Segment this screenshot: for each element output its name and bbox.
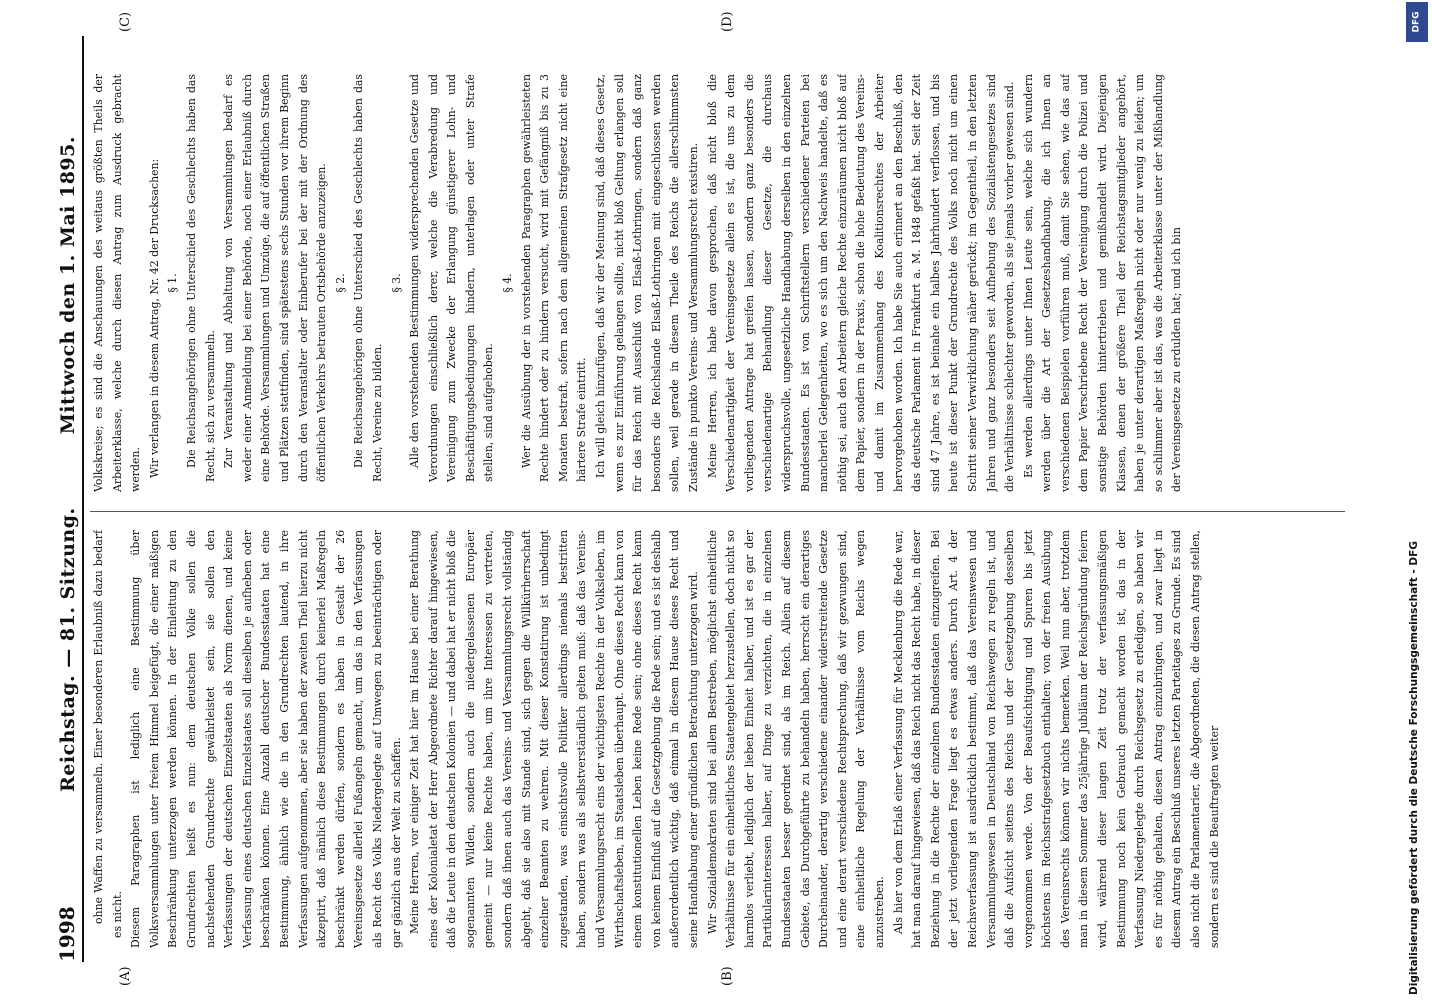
paragraph: Diesem Paragraphen ist lediglich eine Bestimmung über Volksversammlungen unter freiem Himmel beigefügt, die einer mäßigen Beschränkung unterzogen werden können. In der Einleitung zu den Grundrechten heißt es nun: dem deutschen Volke sollen die nachstehenden Grundrechte gewährleistet sein, sie sollen den Verfassungen der deutschen Einzelstaaten als Norm dienen, und keine Verfassung eines deutschen Einzelstaates soll dieselben je aufheben oder beschränken können. Eine Anzahl deutscher Bundesstaaten hat eine Bestimmung, ähnlich wie die in den Grundrechten lautend, in ihre Verfassungen aufgenommen, aber sie haben der zweiten Theil hierzu nicht akzeptirt, daß nämlich diese Bestimmungen durch keinerlei Maßregeln beschränkt werden dürfen, sondern es haben in Gestalt der 26 Vereinsgesetze allerlei Fußangeln gemacht, um das in den Verfassungen als Recht des Volks Niedergelegte auf Umwegen zu beeinträchtigen oder gar gänzlich aus der Welt zu schaffen.: [129, 530, 403, 948]
margin-mark-c: (C): [118, 11, 133, 32]
dfg-logo: [1406, 2, 1428, 42]
digitization-credit: Digitalisierung gefördert durch die Deutsche Forschungsgemeinschaft - DFG: [1408, 541, 1420, 995]
paragraph: Meine Herren, ich habe davon gesprochen, daß nicht bloß die Verschiedenartigkeit der Vereinsgesetze allein es ist, die uns zu dem vorliegenden Antrage hat greifen lassen, sondern ganz besonders die verschiedenartige Behandlung dieser Gesetze, die durchaus widerspruchsvolle, ungesetzliche Handhabung derselben in den einzelnen Bundesstaaten. Es ist von Schriftstellern verschiedener Parteien bei mancherlei Gelegenheiten, wo es sich um den Nachweis handelte, daß es nöthig sei, auch den Arbeitern gleiche Rechte einzuräumen nicht bloß auf dem Papier, sondern in der Praxis, schon die hohe Bedeutung des Vereins- und damit im Zusammenhang des Koalitionsrechtes der Arbeiter hervorgehoben worden. Ich habe Sie auch erinnert an den Beschluß, den das deutsche Parlament in Frankfurt a. M. 1848 gefaßt hat. Seit der Zeit sind 47 Jahre, es ist beinahe ein halbes Jahrhundert verflossen, und bis heute ist dieser Punkt der Grundrechte des Volks noch nicht um einen Schritt seiner Verwirklichung näher gerückt; im Gegentheil, in den letzten Jahren und ganz besonders seit Aufhebung des Sozialistengesetzes sind die Verhältnisse schlechter geworden, als sie jemals vorher gewesen sind.: [705, 74, 1017, 492]
paragraph: Volkskreise; es sind die Anschauungen des weitaus größten Theils der Arbeiterklasse, welche durch diesen Antrag zum Ausdruck gebracht werden.: [92, 74, 143, 492]
statute-paragraph: Alle den vorstehenden Bestimmungen widersprechenden Gesetze und Verordnungen einschließlich derer, welche die Verabredung und Vereinigung zum Zwecke der Erlangung günstigerer Lohn- und Beschäftigungsbedingungen hindern, unterlagen oder unter Strafe stellen, sind aufgehoben.: [408, 74, 496, 482]
page-number: 1998: [55, 906, 79, 962]
paragraph: Ich will gleich hinzufügen, daß wir der Meinung sind, daß dieses Gesetz, wenn es zur Einführung gelangen sollte, nicht bloß Geltung erlangen soll für das Reich mit Ausschluß von Elsaß-Lothringen, sondern daß ganz besonders die Reichslande Elsaß-Lothringen mit eingeschlossen werden sollen, weil gerade in diesem Theile des Reichs die allerschlimmsten Zustände in punkto Vereins- und Versammlungsrecht existiren.: [594, 74, 700, 492]
section-heading: § 2.: [333, 273, 347, 293]
margin-mark-d: (D): [720, 11, 735, 32]
paragraph: Es werden allerdings unter Ihnen Leute sein, welche sich wundern werden über die Art der Gesetzeshandhabung, die ich Ihnen an verschiedenen Beispielen vorführen muß, damit Sie sehen, wie das auf dem Papier Verschriebene Recht der Vereinigung durch die Polizei und sonstige Behörden hintertrieben und gemißhandelt wird. Diejenigen Klassen, denen der größere Theil der Reichstagsmitglieder angehört, haben je unter derartigen Maßregeln nicht oder nur wenig zu leiden; um so schlimmer aber ist das, was die Arbeiterklasse unter der Mißhandlung der Vereinsgesetze zu erdulden hat; und ich bin: [1021, 74, 1184, 492]
session-title: Reichstag. — 81. Sitzung.: [57, 507, 79, 792]
margin-mark-a: (A): [118, 966, 133, 986]
paragraph: ohne Waffen zu versammeln. Einer besonderen Erlaubniß dazu bedarf es nicht.: [92, 530, 124, 938]
paragraph: Meine Herren, vor einiger Zeit hat hier im Hause bei einer Berathung eines der Kolonialetat der Herr Abgeordnete Richter darauf hingewiesen, daß die Leute in den deutschen Kolonien — und dabei hat er nicht bloß die sogenannten Wilden, sondern auch die niedergelassenen Europäer gemeint — nur keine Rechte haben, um ihre Interessen zu vertreten, sondern daß ihnen auch das Vereins- und Versammlungsrecht vollständig abgeht, daß sie also mit Stande sind, sich gegen die Willkürherrschaft einzelner Beamten zu wehren. Mit dieser Konstatirung ist unbedingt zugestanden, was einsichtsvolle Politiker allerdings niemals bestritten haben, sondern was als selbstverständlich gelten muß: daß das Vereins- und Versammlungsrecht eins der wichtigsten Rechte in der Volksleben, im Wirthschaftsleben, im Staatsleben überhaupt. Ohne dieses Recht kann von einem konstitutionellen Leben keine Rede sein; ohne dieses Recht kann von keinem Einfluß auf die Gesetzgebung die Rede sein; und es ist deshalb außerordentlich wichtig, daß einmal in diesem Hause dieses Recht und seine Handhabung einer gründlichen Betrachtung unterzogen wird.: [408, 530, 700, 948]
section-heading: § 1.: [166, 273, 180, 293]
dfg-logo-text: DFG: [1411, 11, 1422, 33]
session-date: Mittwoch den 1. Mai 1895.: [57, 136, 79, 435]
left-column: [90, 530, 1345, 948]
paragraph: Wir Sozialdemokraten sind bei allem Bestreben, möglichst einheitliche Verhältnisse für ein einheitliches Staatengebiet herzustellen, doch nicht so harmlos verliebt, lediglich der lieben Einheit halber, und ist es gar der Partikularinteressen halber, auf Dinge zu verzichten, die in einzelnen Bundesstaaten besser geordnet sind, als im Reich. Allein auf diesem Gebiete, das Durchgeführte zu behandeln haben, herrscht ein derartiges Durcheinander, derartig verschiedene einander widerstreitende Gesetze und eine derart verschiedene Rechtsprechung, daß wir gezwungen sind, eine einheitliche Regelung der Verhältnisse vom Reichs wegen anzustreben.: [705, 530, 886, 948]
margin-mark-b: (B): [720, 966, 735, 986]
page-header: [52, 36, 84, 962]
right-column: [90, 74, 1345, 492]
statute-paragraph: Die Reichsangehörigen ohne Unterschied des Geschlechts haben das Recht, Vereine zu bilden.: [352, 74, 384, 482]
section-heading: § 4.: [501, 273, 515, 293]
section-heading: § 3.: [389, 273, 403, 293]
paragraph: Wir verlangen in diesem Antrag, Nr. 42 der Drucksachen:: [147, 158, 161, 478]
statute-paragraph: Wer die Ausübung der in vorstehenden Paragraphen gewährleisteten Rechte hindert oder zu hindern versucht, wird mit Gefängniß bis zu 3 Monaten bestraft, sofern nach dem allgemeinen Strafgesetz nicht eine härtere Strafe eintritt.: [519, 74, 589, 482]
column-divider: [90, 511, 1345, 512]
paragraph: Als hier von dem Erlaß einer Verfassung für Mecklenburg die Rede war, hat man darauf hingewiesen, daß das Reich nicht das Recht habe, in dieser Beziehung in die Rechte der einzelnen Bundesstaaten einzugreifen. Bei der jetzt vorliegenden Frage liegt es etwas anders. Durch Art. 4 der Reichsverfassung ist ausdrücklich bestimmt, daß das Vereinswesen und Versammlungswesen in Deutschland von Reichswegen zu regeln ist, und daß die Aufsicht seitens des Reichs und der Gesetzgebung desselben vorgenommen werde. Von der Beaufsichtigung und Spuren bis jetzt höchstens im Reichsstrafgesetzbuch enthalten; von der freien Ausübung des Vereinsrechts können wir nichts bemerken. Weil nun aber, trotzdem man in diesem Sommer das 25jährige Jubiläum der Reichsgründung feiern wird, während dieser langen Zeit trotz der verfassungsmäßigen Bestimmung noch kein Gebrauch gemacht worden ist, das in der Verfassung Niedergelegte durch Reichsgesetz zu erledigen, so haben wir es für nöthig gehalten, diesen Antrag einzubringen, und zwar liegt in diesem Antrag ein Beschluß unseres letzten Parteitages zu Grunde. Es sind also nicht die Parlamentarier, die Abgeordneten, die diesen Antrag stellen, sondern es sind die Beauftragten weiter: [891, 530, 1221, 948]
statute-paragraph: Zur Veranstaltung und Abhaltung von Versammlungen bedarf es weder einer Anmeldung bei einer Behörde, noch einer Erlaubniß durch eine Behörde. Versammlungen und Umzüge, die auf öffentlichen Straßen und Plätzen stattfinden, sind spätestens sechs Stunden vor ihrem Beginn durch den Veranstalter oder Einberufer bei der mit der Ordnung des öffentlichen Verkehrs betrauten Ortsbehörde anzuzeigen.: [222, 74, 329, 482]
statute-paragraph: Die Reichsangehörigen ohne Unterschied des Geschlechts haben das Recht, sich zu versammeln.: [184, 74, 217, 482]
